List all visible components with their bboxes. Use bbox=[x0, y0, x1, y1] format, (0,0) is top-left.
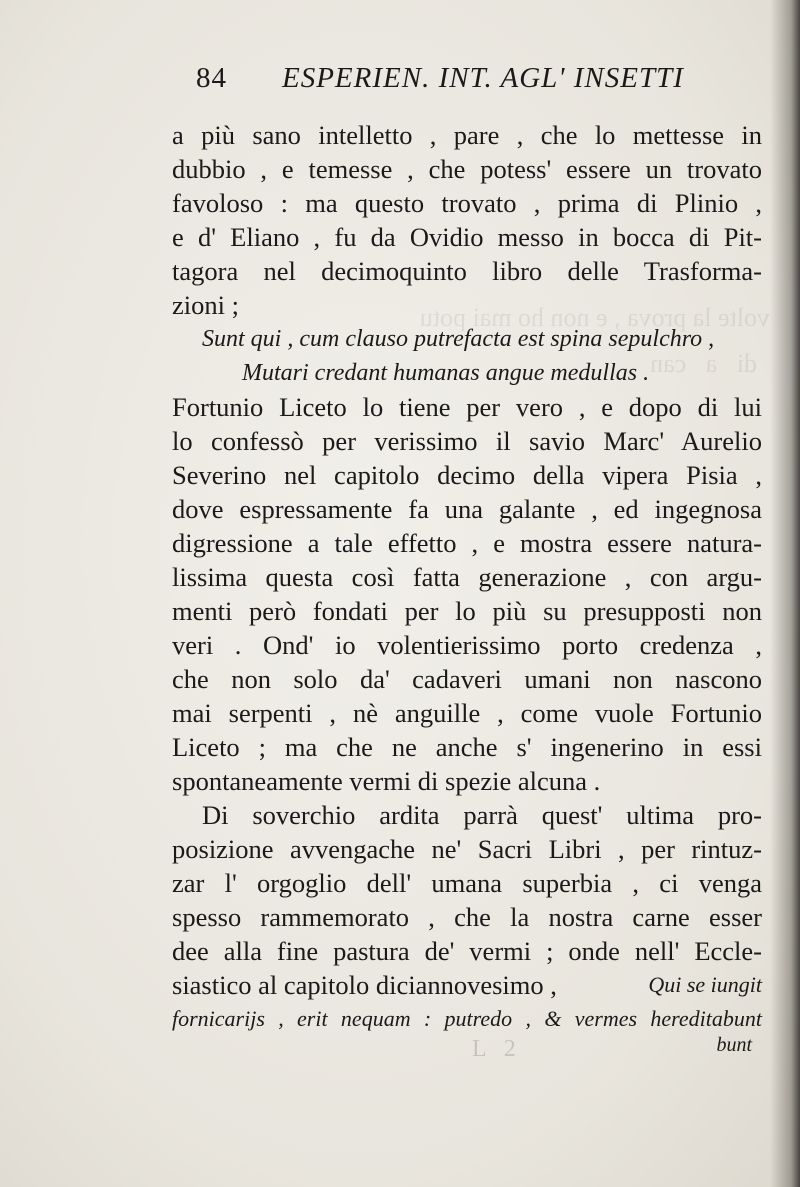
text-line bbox=[172, 968, 762, 1002]
text-line: dee alla fine pastura de' vermi ; onde nell' Eccle- bbox=[172, 936, 762, 966]
text-line: dubbio , e temesse , che potess' essere un trovato bbox=[172, 154, 762, 184]
page-edge-shadow bbox=[770, 0, 800, 1187]
text-line: tagora nel decimoquinto libro delle Trasforma- bbox=[172, 256, 762, 286]
page-footer bbox=[172, 1036, 762, 1066]
text-line: dove espressamente fa una galante , ed ingegnosa bbox=[172, 494, 762, 524]
page-number: 84 bbox=[196, 62, 227, 94]
text-line: zioni ; bbox=[172, 290, 239, 320]
text-line: spontaneamente vermi di spezie alcuna . bbox=[172, 766, 601, 796]
quote-line: Sunt qui , cum clauso putrefacta est spina sepulchro , bbox=[202, 326, 715, 352]
text-line: favoloso : ma questo trovato , prima di Plinio , bbox=[172, 188, 762, 218]
text-line: che non solo da' cadaveri umani non nascono bbox=[172, 664, 762, 694]
running-header bbox=[196, 62, 756, 102]
text-line: Severino nel capitolo decimo della vipera Pisia , bbox=[172, 460, 762, 490]
text-line: zar l' orgoglio dell' umana superbia , ci venga bbox=[172, 868, 762, 898]
text-line: mai serpenti , nè anguille , come vuole Fortunio bbox=[172, 698, 762, 728]
body-text bbox=[172, 118, 762, 1066]
text-line: lissima questa così fatta generazione , con argu- bbox=[172, 562, 762, 592]
text-line: a più sano intelletto , pare , che lo mettesse in bbox=[172, 120, 762, 150]
text-line: lo confessò per verissimo il savio Marc' Aurelio bbox=[172, 426, 762, 456]
running-title: ESPERIEN. INT. AGL' INSETTI bbox=[282, 62, 684, 94]
catchword: bunt bbox=[716, 1034, 752, 1056]
text-line: Fortunio Liceto lo tiene per vero , e dopo di lui bbox=[172, 392, 762, 422]
quote-line: Mutari credant humanas angue medullas . bbox=[242, 360, 650, 386]
latin-citation-line: fornicarijs , erit nequam : putredo , & vermes hereditabunt bbox=[172, 1006, 762, 1031]
text-line: menti però fondati per lo più su presupposti non bbox=[172, 596, 762, 626]
text-line: Di soverchio ardita parrà quest' ultima pro- bbox=[202, 800, 762, 830]
text-line: digressione a tale effetto , e mostra essere natura- bbox=[172, 528, 762, 558]
text-line: Liceto ; ma che ne anche s' ingenerino in essi bbox=[172, 732, 762, 762]
text-segment: siastico al capitolo diciannovesimo , bbox=[172, 970, 557, 1000]
latin-citation: Qui se iungit bbox=[648, 972, 762, 997]
show-through-text: volte la prova , e non ho mai potu di a can bbox=[419, 303, 770, 378]
text-line: veri . Ond' io volentierissimo porto credenza , bbox=[172, 630, 762, 660]
text-line: e d' Eliano , fu da Ovidio messo in bocca di Pit- bbox=[172, 222, 762, 252]
text-line: posizione avvengache ne' Sacri Libri , per rintuz- bbox=[172, 834, 762, 864]
signature-mark: L 2 bbox=[472, 1036, 522, 1062]
text-line: spesso rammemorato , che la nostra carne esser bbox=[172, 902, 762, 932]
